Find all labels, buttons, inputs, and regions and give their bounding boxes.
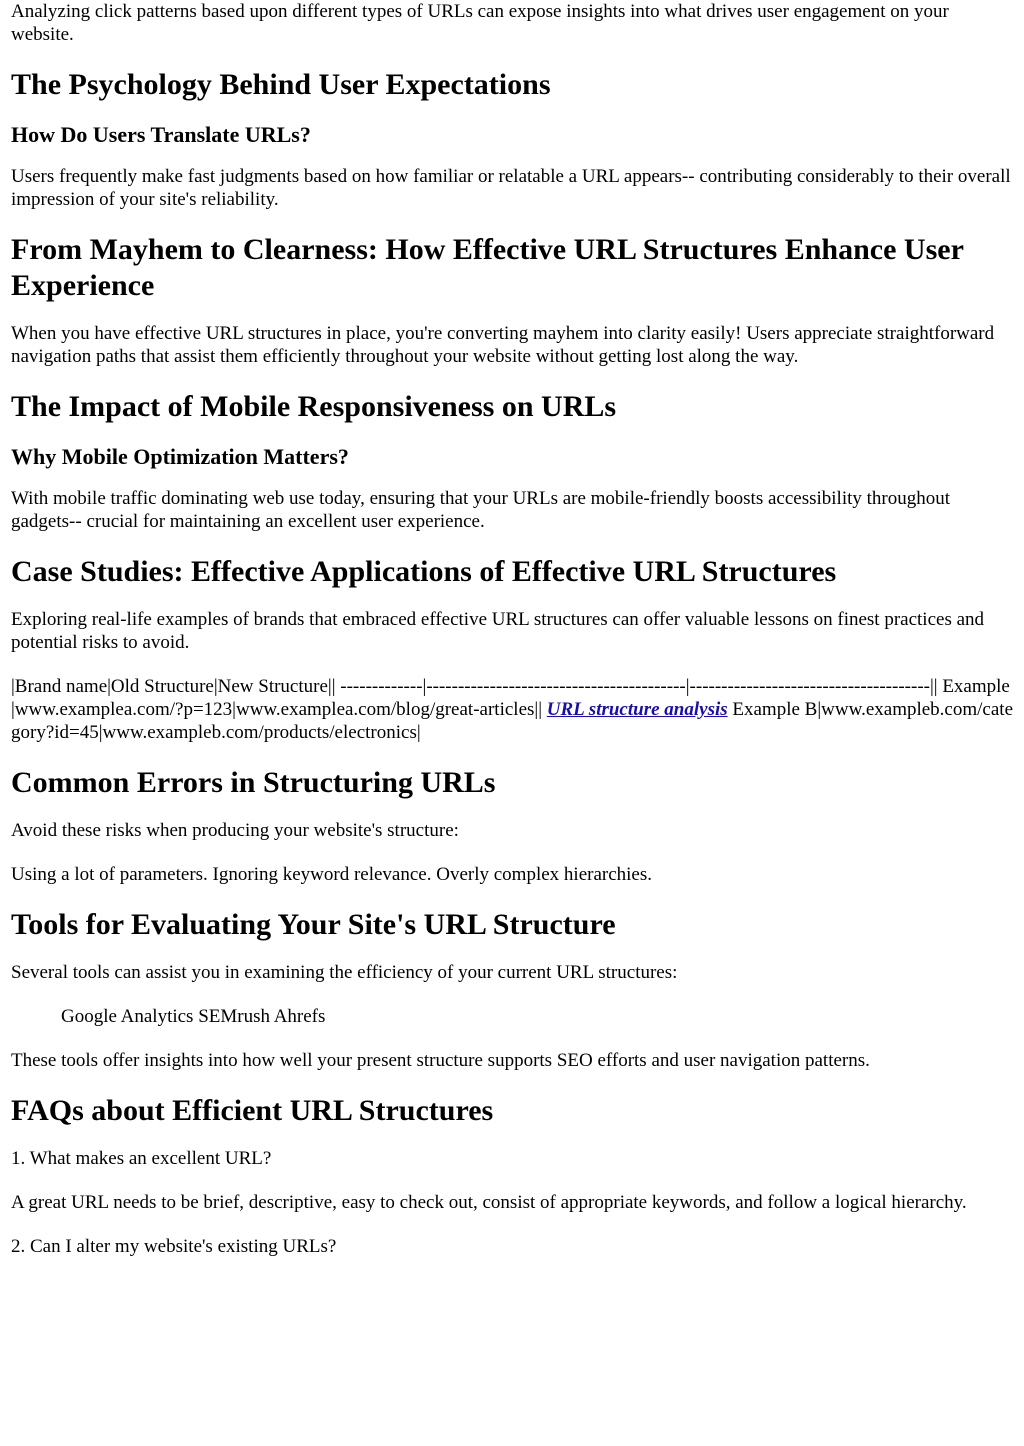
paragraph-mobile: With mobile traffic dominating web use today, ensuring that your URLs are mobile-friendly boosts accessibility throughout gadgets-- crucial for maintaining an excellent user experience.: [11, 488, 951, 532]
heading-case-studies: Case Studies: Effective Applications of Effective URL Structures: [11, 555, 837, 588]
heading-faqs: FAQs about Efficient URL Structures: [11, 1094, 494, 1127]
paragraph-case-studies: Exploring real-life examples of brands that embraced effective URL structures can offer valuable lessons on finest practices and potential risks to avoid.: [11, 609, 985, 653]
heading-psychology: The Psychology Behind User Expectations: [11, 68, 551, 101]
heading-mobile-responsiveness: The Impact of Mobile Responsiveness on URLs: [11, 390, 617, 423]
intro-paragraph: Analyzing click patterns based upon different types of URLs can expose insights into what drives user engagement on your website.: [11, 1, 949, 45]
paragraph-errors-intro: Avoid these risks when producing your website's structure:: [11, 820, 459, 841]
faq-question-2: 2. Can I alter my website's existing URLs?: [11, 1236, 337, 1257]
paragraph-tools-outro: These tools offer insights into how well your present structure supports SEO efforts and user navigation patterns.: [11, 1050, 870, 1071]
url-structure-analysis-link[interactable]: URL structure analysis: [546, 699, 728, 720]
heading-tools: Tools for Evaluating Your Site's URL Structure: [11, 908, 616, 941]
heading-mayhem-to-clearness: From Mayhem to Clearness: How Effective URL Structures Enhance User Experience: [11, 233, 964, 302]
paragraph-tools-intro: Several tools can assist you in examining the efficiency of your current URL structures:: [11, 962, 678, 983]
faq-answer-1: A great URL needs to be brief, descriptive, easy to check out, consist of appropriate keywords, and follow a logical hierarchy.: [11, 1192, 967, 1213]
paragraph-errors-list: Using a lot of parameters. Ignoring keyword relevance. Overly complex hierarchies.: [11, 864, 653, 885]
paragraph-mayhem: When you have effective URL structures in place, you're converting mayhem into clarity easily! Users appreciate straightforward navigation paths that assist them efficiently throughout your website without getting lost along the way.: [11, 323, 995, 367]
table-text-before: |Brand name|Old Structure|New Structure|| -------------|-----------------------------------------|--------------------------------------|| Example|www.examplea.com/?p=123|www.examplea.com/blog/great-articles||: [11, 676, 1010, 720]
paragraph-translate-urls: Users frequently make fast judgments based on how familiar or relatable a URL appears-- contributing considerably to their overall impression of your site's reliability.: [11, 166, 1011, 210]
faq-question-1: 1. What makes an excellent URL?: [11, 1148, 272, 1169]
url-comparison-table-text: [11, 675, 1013, 744]
heading-common-errors: Common Errors in Structuring URLs: [11, 766, 496, 799]
subheading-translate-urls: How Do Users Translate URLs?: [11, 122, 311, 147]
subheading-mobile-optimization: Why Mobile Optimization Matters?: [11, 444, 349, 469]
table-text-after: Example B|www.exampleb.com/category?id=45|www.exampleb.com/products/electronics|: [11, 699, 1014, 743]
tools-list: Google Analytics SEMrush Ahrefs: [61, 1006, 326, 1027]
